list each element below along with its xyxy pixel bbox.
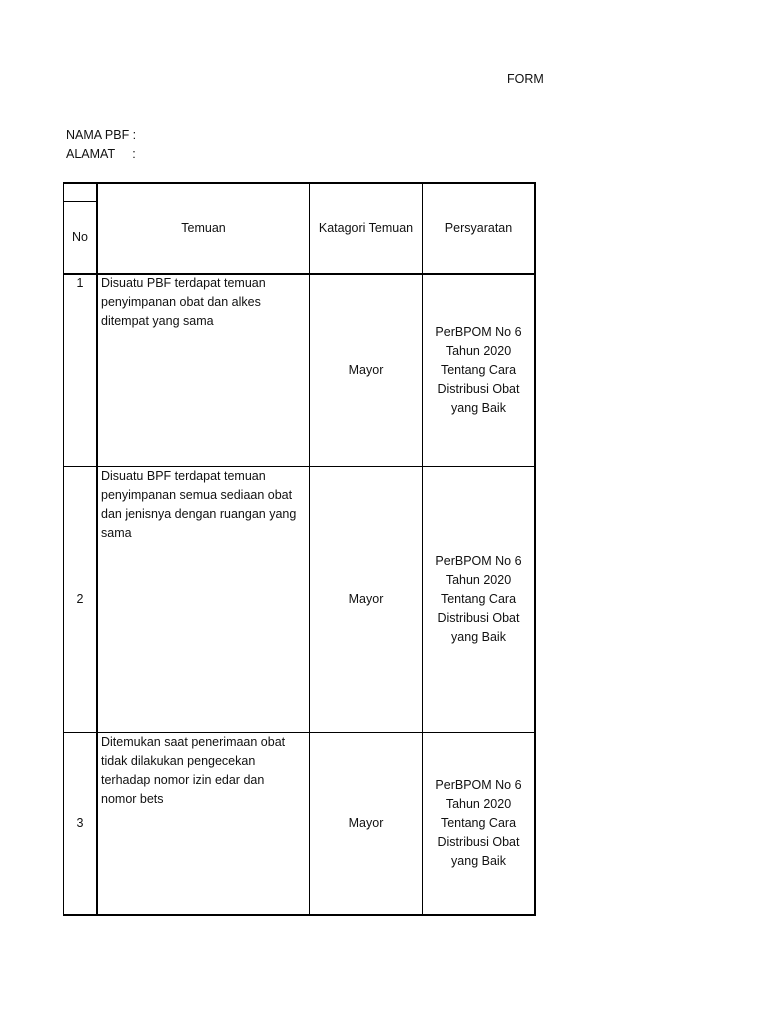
nama-pbf-label: NAMA PBF : [66,128,137,142]
persyaratan-cell: PerBPOM No 6 Tahun 2020 Tentang Cara Distribusi Obat yang Baik [435,325,522,415]
header-persyaratan: Persyaratan [444,221,513,235]
alamat-label: ALAMAT : [66,147,136,161]
table-border-bottom [63,914,536,916]
persyaratan-cell: PerBPOM No 6 Tahun 2020 Tentang Cara Distribusi Obat yang Baik [435,554,522,644]
header-no: No [72,230,88,244]
header-kategori: Katagori Temuan [318,221,414,235]
temuan-cell: Ditemukan saat penerimaan obat tidak dilakukan pengecekan terhadap nomor izin edar dan nomor bets [101,735,286,806]
row-number: 3 [76,816,84,830]
temuan-cell: Disuatu BPF terdapat temuan penyimpanan semua sediaan obat dan jenisnya dengan ruangan yang sama [101,469,297,540]
header-temuan: Temuan [181,221,226,235]
row-number: 2 [76,592,84,606]
form-title: FORM [507,72,544,86]
row-number: 1 [76,276,84,290]
kategori-cell: Mayor [348,592,384,606]
column-divider [422,182,423,916]
persyaratan-cell: PerBPOM No 6 Tahun 2020 Tentang Cara Distribusi Obat yang Baik [435,778,522,868]
kategori-cell: Mayor [348,363,384,377]
kategori-cell: Mayor [348,816,384,830]
temuan-cell: Disuatu PBF terdapat temuan penyimpanan obat dan alkes ditempat yang sama [101,276,266,328]
table-border-right [534,182,536,916]
